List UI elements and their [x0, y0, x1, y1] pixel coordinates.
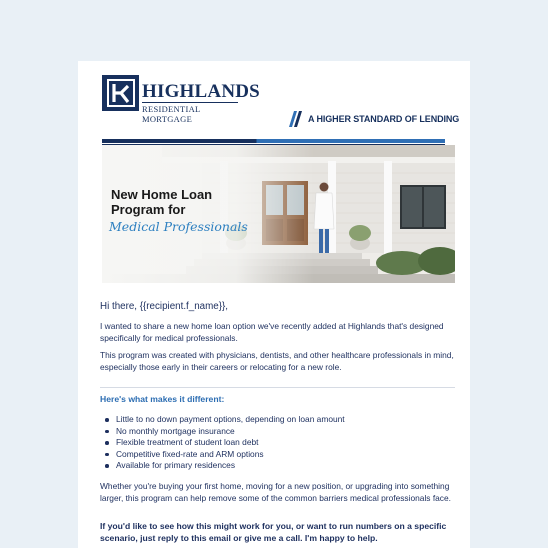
hero-banner	[102, 145, 455, 283]
section-heading: Here's what makes it different:	[100, 394, 225, 404]
hero-script-title: Medical Professionals	[109, 219, 248, 234]
highlands-logo-icon	[102, 75, 139, 111]
list-item: No monthly mortgage insurance	[104, 426, 444, 438]
list-item: Flexible treatment of student loan debt	[104, 437, 444, 449]
paragraph-program: This program was created with physicians, dentists, and other healthcare professionals in mind, especially those early in their careers or relocating for a new role.	[100, 350, 454, 372]
tagline-group	[288, 110, 459, 128]
greeting: Hi there, {{recipient.f_name}},	[100, 301, 228, 312]
paragraph-benefits: Whether you're buying your first home, moving for a new position, or upgrading into something larger, this program can help remove some of the common barriers medical professionals face.	[100, 481, 451, 503]
brand-subtitle: RESIDENTIAL MORTGAGE	[142, 102, 238, 124]
header-divider	[102, 139, 445, 143]
email-card	[78, 61, 470, 548]
hero-title: New Home Loan Program for	[111, 187, 213, 217]
tagline: A HIGHER STANDARD OF LENDING	[308, 114, 460, 124]
lending-mark-icon	[288, 110, 304, 128]
list-item: Little to no down payment options, depending on loan amount	[104, 414, 444, 426]
list-item: Available for primary residences	[104, 460, 444, 472]
paragraph-call-to-action: If you'd like to see how this might work for you, or want to run numbers on a specific scenario, just reply to this email or give me a call. I'm happy to help.	[100, 521, 447, 543]
feature-list	[104, 414, 444, 472]
list-item: Competitive fixed-rate and ARM options	[104, 449, 444, 461]
section-divider	[100, 387, 455, 388]
brand-name: HIGHLANDS	[142, 81, 260, 102]
paragraph-intro: I wanted to share a new home loan option we've recently added at Highlands that's designed specifically for medical professionals.	[100, 321, 444, 343]
email-header	[102, 75, 460, 135]
